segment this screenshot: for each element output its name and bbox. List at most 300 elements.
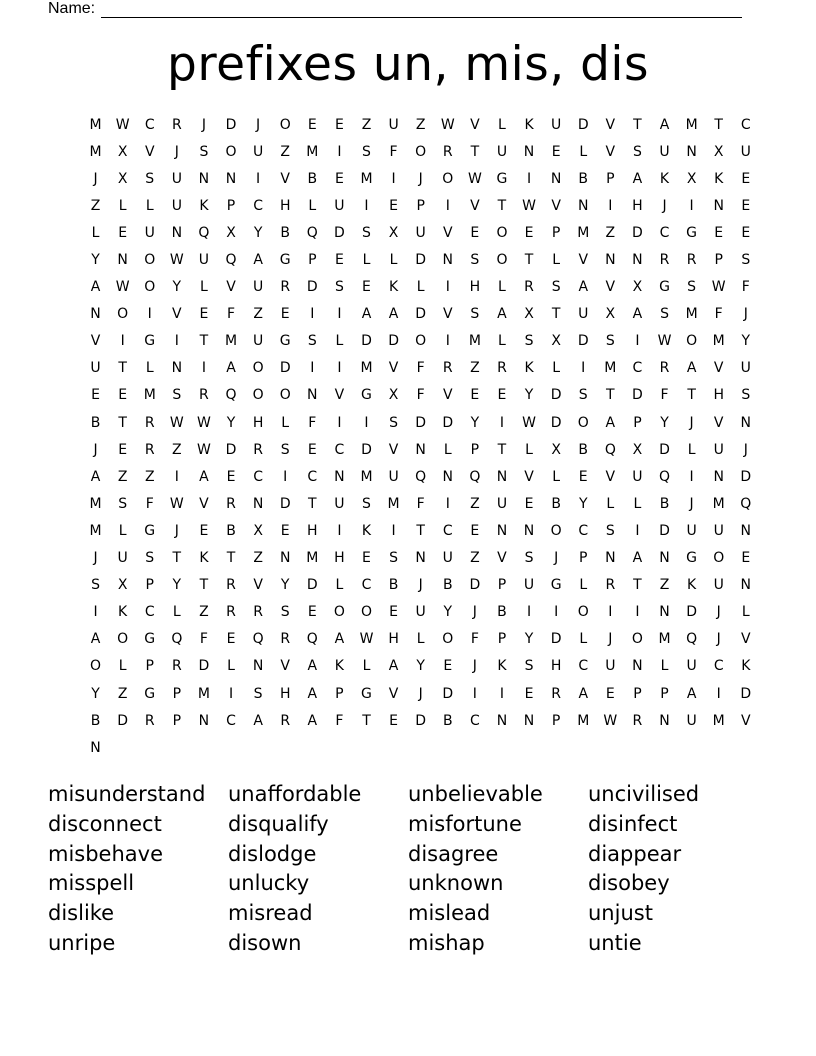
grid-cell: I <box>174 468 179 485</box>
grid-cell: D <box>279 360 291 377</box>
grid-cell: F <box>199 631 208 648</box>
grid-cell: H <box>469 279 481 296</box>
grid-cell: A <box>632 306 643 323</box>
grid-cell: T <box>172 550 182 567</box>
grid-cell: E <box>741 224 751 241</box>
grid-cell: X <box>226 224 236 241</box>
grid-cell: F <box>145 495 154 512</box>
grid-cell: Y <box>741 333 751 350</box>
grid-cell: R <box>497 360 507 377</box>
grid-cell: Z <box>253 550 263 567</box>
grid-cell: R <box>551 685 561 702</box>
grid-cell: U <box>144 224 155 241</box>
grid-cell: L <box>498 279 506 296</box>
grid-cell: V <box>144 143 155 160</box>
grid-cell: I <box>337 414 342 431</box>
grid-cell: A <box>686 685 697 702</box>
grid-cell: M <box>685 116 698 133</box>
grid-cell: F <box>416 360 425 377</box>
grid-cell: L <box>145 197 154 214</box>
grid-cell: E <box>741 170 751 187</box>
grid-cell: N <box>442 252 453 269</box>
grid-cell: P <box>714 252 723 269</box>
word-list-item: unjust <box>588 901 653 926</box>
grid-cell: A <box>90 279 101 296</box>
grid-cell: C <box>442 522 453 539</box>
grid-cell: T <box>497 441 507 458</box>
grid-cell: F <box>335 712 344 729</box>
grid-cell: C <box>253 197 263 214</box>
grid-cell: U <box>252 143 264 160</box>
grid-cell: D <box>306 279 318 296</box>
grid-cell: L <box>552 468 561 485</box>
grid-cell: C <box>578 658 589 675</box>
grid-cell: R <box>280 712 291 729</box>
grid-cell: M <box>89 143 102 160</box>
grid-cell: O <box>117 631 129 648</box>
grid-cell: F <box>416 387 425 404</box>
grid-cell: L <box>579 577 588 594</box>
grid-cell: D <box>415 712 427 729</box>
grid-cell: F <box>416 495 425 512</box>
grid-cell: S <box>524 550 534 567</box>
word-list-item: untie <box>588 930 642 955</box>
grid-cell: O <box>360 604 372 621</box>
grid-cell: O <box>252 360 264 377</box>
grid-cell: D <box>740 468 752 485</box>
grid-cell: I <box>337 360 342 377</box>
grid-cell: N <box>686 143 697 160</box>
grid-cell: S <box>172 387 182 404</box>
grid-cell: L <box>118 522 127 539</box>
grid-cell: I <box>472 685 477 702</box>
grid-cell: E <box>307 441 317 458</box>
grid-cell: M <box>712 333 725 350</box>
grid-cell: E <box>470 387 480 404</box>
grid-cell: U <box>334 197 345 214</box>
grid-cell: C <box>144 604 155 621</box>
grid-cell: O <box>117 306 129 323</box>
grid-cell: N <box>659 550 670 567</box>
grid-cell: Y <box>416 658 425 675</box>
grid-cell: O <box>550 522 562 539</box>
grid-cell: I <box>689 197 694 214</box>
grid-cell: N <box>577 197 589 214</box>
grid-cell: C <box>226 712 236 729</box>
grid-cell: V <box>90 333 101 350</box>
grid-cell: U <box>523 577 535 594</box>
grid-cell: I <box>364 414 369 431</box>
grid-cell: G <box>144 631 156 648</box>
grid-cell: N <box>605 550 616 567</box>
grid-cell: D <box>361 333 372 350</box>
grid-cell: P <box>579 550 588 567</box>
grid-cell: I <box>716 685 721 702</box>
grid-cell: E <box>741 197 751 214</box>
grid-cell: B <box>659 495 670 512</box>
grid-cell: U <box>578 306 589 323</box>
grid-cell: F <box>470 631 479 648</box>
grid-cell: A <box>605 414 616 431</box>
grid-cell: T <box>470 143 480 160</box>
grid-cell: U <box>334 495 345 512</box>
grid-cell: Q <box>252 631 264 648</box>
grid-cell: L <box>416 631 425 648</box>
grid-cell: O <box>442 170 454 187</box>
grid-cell: T <box>362 712 371 729</box>
name-label: Name: <box>48 0 96 17</box>
grid-cell: P <box>145 577 154 594</box>
grid-cell: Q <box>740 495 752 512</box>
grid-cell: D <box>415 306 427 323</box>
grid-cell: P <box>335 685 344 702</box>
grid-cell: S <box>470 306 480 323</box>
grid-cell: S <box>578 387 588 404</box>
grid-cell: E <box>307 116 317 133</box>
grid-cell: N <box>659 712 670 729</box>
grid-cell: I <box>689 468 694 485</box>
word-list-item: misfortune <box>408 811 522 836</box>
grid-cell: A <box>361 306 372 323</box>
grid-cell: N <box>198 170 210 187</box>
grid-cell: U <box>415 604 426 621</box>
grid-cell: N <box>605 252 616 269</box>
grid-cell: P <box>551 712 561 729</box>
grid-cell: U <box>605 658 616 675</box>
grid-cell: H <box>334 550 345 567</box>
grid-cell: E <box>199 306 209 323</box>
grid-cell: M <box>89 522 102 539</box>
grid-cell: S <box>524 658 534 675</box>
grid-cell: X <box>551 441 561 458</box>
grid-cell: Z <box>659 577 670 594</box>
grid-cell: A <box>253 252 263 269</box>
grid-cell: X <box>686 170 697 187</box>
grid-cell: L <box>308 197 317 214</box>
grid-cell: M <box>89 495 102 512</box>
grid-cell: P <box>416 197 425 214</box>
grid-cell: E <box>91 387 100 404</box>
grid-cell: N <box>523 522 535 539</box>
grid-cell: C <box>713 658 724 675</box>
grid-cell: G <box>686 224 698 241</box>
grid-cell: A <box>307 658 318 675</box>
grid-cell: J <box>743 306 748 323</box>
grid-cell: D <box>550 387 562 404</box>
grid-cell: I <box>554 604 559 621</box>
grid-cell: U <box>90 360 101 377</box>
grid-cell: E <box>714 224 724 241</box>
grid-cell: Y <box>253 224 263 241</box>
grid-cell: L <box>389 252 398 269</box>
grid-cell: J <box>608 631 613 648</box>
word-list-item: misbehave <box>48 841 164 866</box>
grid-cell: O <box>442 631 454 648</box>
word-list-item: unknown <box>408 871 504 896</box>
grid-cell: D <box>415 252 427 269</box>
grid-cell: V <box>605 116 616 133</box>
grid-cell: T <box>714 116 723 133</box>
word-list-item: disown <box>228 930 302 955</box>
grid-cell: F <box>714 306 723 323</box>
grid-cell: G <box>361 387 372 404</box>
grid-cell: S <box>524 333 534 350</box>
grid-cell: J <box>689 414 694 431</box>
grid-cell: R <box>442 143 453 160</box>
grid-cell: V <box>199 495 209 512</box>
grid-cell: J <box>743 441 748 458</box>
grid-cell: B <box>551 495 561 512</box>
grid-cell: L <box>579 631 588 648</box>
grid-cell: V <box>442 224 453 241</box>
grid-cell: U <box>496 143 508 160</box>
grid-cell: O <box>415 333 427 350</box>
grid-cell: V <box>497 550 507 567</box>
grid-cell: M <box>89 116 102 133</box>
grid-cell: V <box>280 170 290 187</box>
grid-cell: A <box>226 360 236 377</box>
grid-cell: M <box>712 495 725 512</box>
grid-cell: N <box>117 252 128 269</box>
grid-cell: O <box>225 143 237 160</box>
grid-cell: Q <box>604 441 616 458</box>
grid-cell: T <box>199 577 209 594</box>
grid-cell: B <box>280 224 290 241</box>
grid-cell: U <box>686 712 697 729</box>
grid-cell: R <box>226 604 236 621</box>
grid-cell: S <box>389 414 399 431</box>
grid-cell: T <box>308 495 317 512</box>
grid-cell: M <box>224 333 238 350</box>
grid-cell: R <box>226 577 236 594</box>
grid-cell: S <box>687 279 697 296</box>
grid-cell: V <box>172 306 182 323</box>
grid-cell: J <box>256 116 261 133</box>
grid-cell: A <box>578 279 589 296</box>
grid-cell: I <box>283 468 288 485</box>
grid-cell: K <box>524 360 534 377</box>
grid-cell: I <box>608 197 613 214</box>
grid-cell: V <box>442 306 453 323</box>
grid-cell: V <box>442 387 453 404</box>
grid-cell: T <box>416 522 425 539</box>
grid-cell: U <box>252 279 264 296</box>
grid-cell: S <box>362 224 371 241</box>
grid-cell: S <box>334 279 344 296</box>
grid-cell: E <box>362 550 371 567</box>
grid-cell: B <box>226 522 236 539</box>
grid-cell: L <box>498 333 506 350</box>
grid-cell: M <box>360 170 373 187</box>
grid-cell: V <box>253 577 263 594</box>
grid-cell: P <box>551 224 561 241</box>
grid-cell: E <box>362 279 371 296</box>
grid-cell: K <box>524 116 534 133</box>
grid-cell: N <box>334 468 345 485</box>
grid-cell: U <box>496 495 508 512</box>
grid-cell: W <box>522 414 536 431</box>
grid-cell: O <box>144 252 156 269</box>
grid-cell: S <box>741 252 751 269</box>
grid-cell: K <box>118 604 128 621</box>
grid-cell: I <box>445 279 450 296</box>
grid-cell: N <box>252 495 264 512</box>
grid-cell: B <box>578 441 589 458</box>
grid-cell: B <box>307 170 318 187</box>
grid-cell: D <box>632 387 643 404</box>
grid-cell: E <box>334 116 344 133</box>
grid-cell: N <box>415 550 426 567</box>
grid-cell: E <box>280 306 290 323</box>
grid-cell: G <box>686 550 698 567</box>
grid-cell: K <box>714 170 724 187</box>
grid-cell: J <box>174 143 179 160</box>
grid-cell: X <box>117 170 128 187</box>
grid-cell: I <box>228 685 234 702</box>
grid-cell: L <box>118 197 127 214</box>
grid-cell: N <box>307 387 318 404</box>
grid-cell: D <box>415 414 427 431</box>
grid-cell: N <box>740 522 752 539</box>
grid-cell: D <box>279 495 291 512</box>
grid-cell: N <box>713 468 724 485</box>
grid-cell: R <box>199 387 209 404</box>
grid-cell: N <box>740 577 752 594</box>
grid-cell: N <box>740 414 752 431</box>
grid-cell: C <box>632 360 643 377</box>
name-line[interactable] <box>101 2 742 18</box>
grid-cell: W <box>657 333 672 350</box>
grid-cell: A <box>632 550 643 567</box>
grid-cell: W <box>115 116 130 133</box>
grid-cell: P <box>497 577 507 594</box>
grid-cell: V <box>388 685 399 702</box>
grid-cell: Y <box>470 414 480 431</box>
grid-cell: I <box>120 333 125 350</box>
grid-cell: W <box>169 414 184 431</box>
grid-cell: I <box>174 333 179 350</box>
grid-cell: D <box>550 414 562 431</box>
grid-cell: Z <box>172 441 182 458</box>
grid-cell: Z <box>361 116 372 133</box>
grid-cell: L <box>660 658 669 675</box>
grid-cell: U <box>415 224 426 241</box>
grid-cell: G <box>279 333 291 350</box>
grid-cell: L <box>362 252 371 269</box>
grid-cell: R <box>144 712 155 729</box>
grid-cell: M <box>712 712 725 729</box>
grid-cell: D <box>550 631 562 648</box>
grid-cell: M <box>143 387 156 404</box>
grid-cell: F <box>308 414 317 431</box>
grid-cell: U <box>713 577 724 594</box>
grid-cell: U <box>740 360 751 377</box>
grid-cell: U <box>252 333 264 350</box>
grid-cell: E <box>578 468 588 485</box>
grid-cell: R <box>659 252 670 269</box>
grid-cell: A <box>90 631 101 648</box>
grid-cell: W <box>440 116 455 133</box>
grid-cell: H <box>252 414 264 431</box>
grid-cell: N <box>225 170 237 187</box>
word-list-item: misunderstand <box>48 782 206 806</box>
grid-cell: W <box>169 495 184 512</box>
grid-cell: Y <box>660 414 669 431</box>
word-list-item: dislike <box>48 901 115 926</box>
grid-cell: D <box>225 116 237 133</box>
grid-cell: E <box>443 658 453 675</box>
grid-cell: J <box>418 170 423 187</box>
grid-cell: F <box>660 387 669 404</box>
grid-cell: I <box>445 333 450 350</box>
grid-cell: I <box>608 604 613 621</box>
grid-cell: M <box>685 306 698 323</box>
grid-cell: N <box>523 712 535 729</box>
page-title: prefixes un, mis, dis <box>167 37 649 92</box>
grid-cell: A <box>334 631 345 648</box>
grid-cell: O <box>144 279 156 296</box>
grid-cell: K <box>361 522 372 539</box>
grid-cell: K <box>334 658 344 675</box>
grid-cell: U <box>551 116 562 133</box>
grid-cell: M <box>577 224 590 241</box>
grid-cell: L <box>498 116 506 133</box>
grid-cell: W <box>603 712 618 729</box>
grid-cell: O <box>279 387 291 404</box>
grid-cell: W <box>522 197 536 214</box>
grid-cell: Y <box>91 685 100 702</box>
grid-cell: A <box>686 360 697 377</box>
grid-cell: H <box>632 197 643 214</box>
grid-cell: P <box>497 631 507 648</box>
grid-cell: D <box>632 224 643 241</box>
grid-cell: K <box>388 279 399 296</box>
grid-cell: O <box>496 252 508 269</box>
grid-cell: V <box>470 116 480 133</box>
grid-cell: E <box>199 522 209 539</box>
grid-cell: P <box>606 170 615 187</box>
grid-cell: I <box>526 604 532 621</box>
grid-cell: L <box>200 279 208 296</box>
grid-cell: U <box>713 441 724 458</box>
grid-cell: U <box>117 550 128 567</box>
grid-cell: I <box>391 170 396 187</box>
grid-cell: D <box>442 685 454 702</box>
grid-cell: L <box>606 495 615 512</box>
grid-cell: Q <box>198 224 210 241</box>
grid-cell: I <box>635 604 640 621</box>
grid-cell: T <box>687 387 696 404</box>
grid-cell: U <box>686 658 697 675</box>
grid-cell: J <box>689 495 694 512</box>
grid-cell: U <box>686 522 697 539</box>
grid-cell: L <box>687 441 696 458</box>
grid-cell: T <box>524 252 534 269</box>
grid-cell: V <box>334 387 345 404</box>
grid-cell: L <box>118 658 127 675</box>
grid-cell: O <box>686 333 698 350</box>
grid-cell: M <box>387 495 400 512</box>
grid-cell: S <box>551 279 561 296</box>
grid-cell: L <box>91 224 100 241</box>
grid-cell: P <box>172 685 182 702</box>
grid-cell: S <box>605 333 615 350</box>
grid-cell: Z <box>117 685 128 702</box>
grid-cell: G <box>550 577 562 594</box>
grid-cell: D <box>442 414 454 431</box>
grid-cell: A <box>659 116 670 133</box>
grid-cell: S <box>118 495 128 512</box>
